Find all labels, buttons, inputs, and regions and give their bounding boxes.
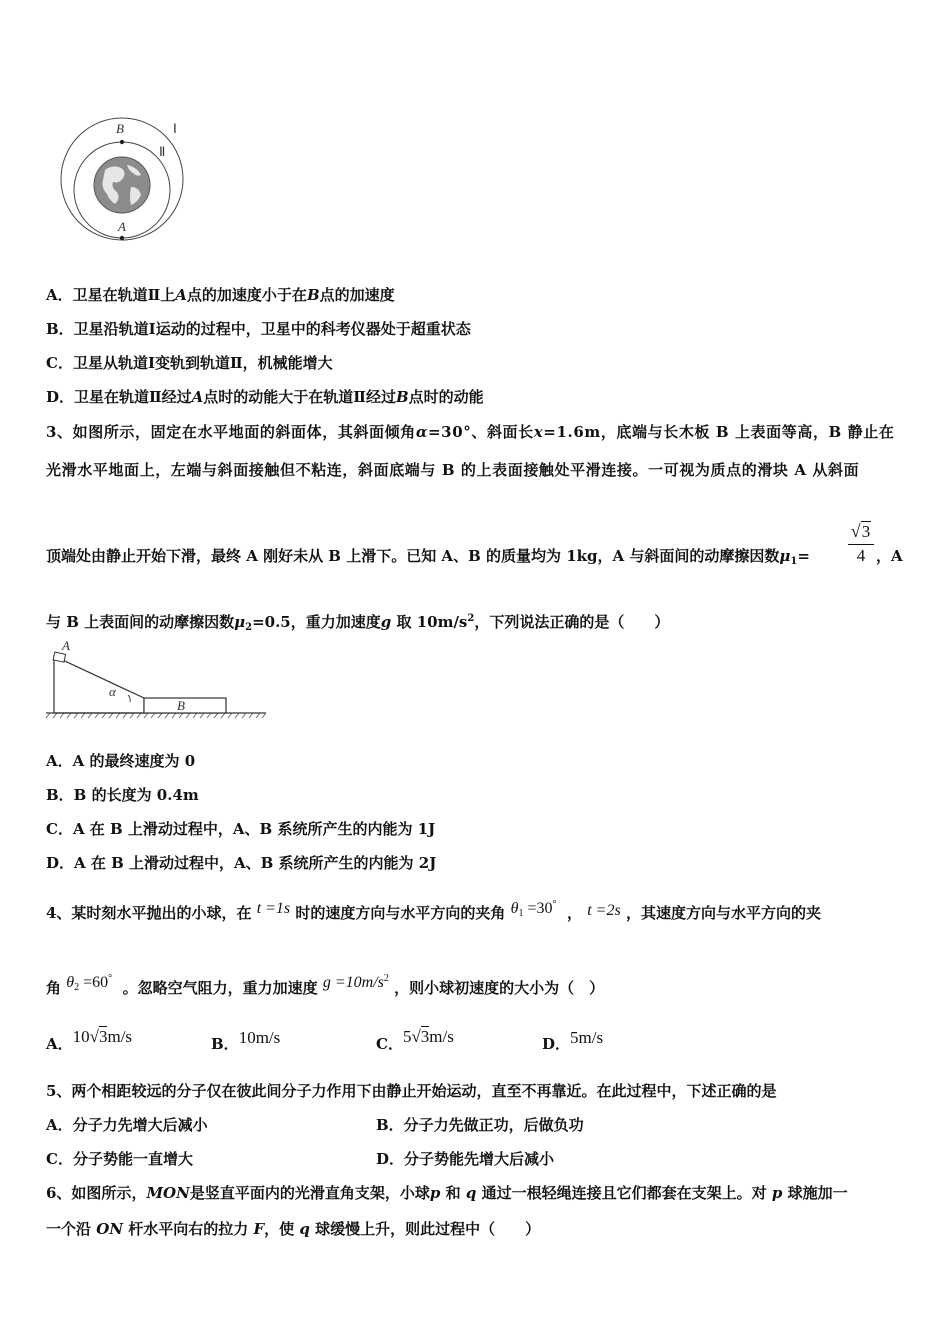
q3-option-d: D．A 在 B 上滑动过程中，A、B 系统所产生的内能为 2J	[46, 854, 437, 872]
orbit-1-label: Ⅰ	[173, 121, 177, 136]
q3-line-3-tail: ，A	[876, 547, 903, 565]
fraction-denominator: 4	[856, 546, 866, 565]
q3-line-2: 光滑水平地面上，左端与斜面接触但不粘连，斜面底端与 B 的上表面接触处平滑连接。一可视为质点的滑块 A 从斜面	[46, 461, 860, 479]
q5-option-d: D．分子势能先增大后减小	[376, 1150, 555, 1168]
q3-line-3: 顶端处由静止开始下滑，最终 A 刚好未从 B 上滑下。已知 A、B 的质量均为 1kg，A 与斜面间的动摩擦因数$\mu_1=$	[46, 547, 810, 567]
earth-icon	[94, 157, 150, 213]
q5-stem: 5、两个相距较远的分子仅在彼此间分子力作用下由静止开始运动，直至不再靠近。在此过程中，下述正确的是	[46, 1082, 777, 1100]
fraction-numerator: √3	[850, 521, 871, 541]
q3-option-b: B．B 的长度为 0.4m	[46, 786, 199, 804]
block-a	[53, 652, 65, 662]
q4-option-c: C．5√3m/s	[376, 1027, 454, 1053]
t1-expression: t =1s	[256, 900, 291, 917]
point-a-dot	[120, 236, 124, 240]
q6-line-2: 一个沿 ON 杆水平向右的拉力 F，使 q 球缓慢上升，则此过程中（ ）	[46, 1220, 541, 1238]
q3-line-1: 3、如图所示，固定在水平地面的斜面体，其斜面倾角α=30°、斜面长x=1.6m，底端与长木板 B 上表面等高，B 静止在	[46, 423, 895, 441]
board-b-label: B	[177, 698, 185, 713]
q3-option-c: C．A 在 B 上滑动过程中，A、B 系统所产生的内能为 1J	[46, 820, 436, 838]
point-b-label: B	[116, 121, 124, 136]
block-a-label: A	[62, 638, 70, 653]
theta2-expression: $\theta_2 =60^\circ$	[66, 973, 113, 993]
q2-option-b: B．卫星沿轨道Ⅰ运动的过程中，卫星中的科考仪器处于超重状态	[46, 320, 471, 338]
q4-line-1: 4、某时刻水平抛出的小球，在 t =1s 时的速度方向与水平方向的夹角 $\theta_1 =30^\circ$ ， t =2s ，其速度方向与水平方向的夹	[46, 899, 821, 922]
q4-line-2: 角 $\theta_2 =60^\circ$ 。忽略空气阻力，重力加速度 $g =10m/s^2$ ，则小球初速度的大小为（ ）	[46, 973, 605, 997]
fraction-bar	[848, 544, 874, 545]
q5-option-a: A．分子力先增大后减小	[46, 1116, 208, 1134]
mu1-fraction	[846, 520, 876, 566]
q6-line-1: 6、如图所示，MON是竖直平面内的光滑直角支架，小球p 和 q 通过一根轻绳连接且它们都套在支架上。对 p 球施加一	[46, 1184, 848, 1202]
board-b	[144, 698, 226, 713]
t2-expression: t =2s	[587, 902, 621, 919]
q2-option-d: D．卫星在轨道Ⅱ经过A点时的动能大于在轨道Ⅱ经过B点时的动能	[46, 388, 484, 406]
g-expression: $g =10m/s^2$	[322, 973, 389, 991]
incline-figure	[44, 638, 270, 720]
ground-hatch	[46, 713, 266, 718]
q4-option-d: D．5m/s	[542, 1028, 604, 1053]
angle-arc	[128, 695, 130, 702]
q4-option-b: B．10m/s	[211, 1028, 281, 1053]
orbit-figure	[55, 115, 195, 245]
q2-option-c: C．卫星从轨道Ⅰ变轨到轨道Ⅱ，机械能增大	[46, 354, 333, 372]
orbit-2-label: Ⅱ	[159, 144, 166, 159]
q4-option-a: A．10√3m/s	[46, 1027, 133, 1053]
point-a-label: A	[118, 219, 126, 234]
q3-line-4: 与 B 上表面间的动摩擦因数$\mu_2=0.5$，重力加速度g 取 $10m/s^2$，下列说法正确的是（ ）	[46, 613, 670, 633]
alpha-label: α	[109, 684, 116, 699]
theta1-expression: $\theta_1 =30^\circ$	[510, 899, 557, 919]
q3-option-a: A．A 的最终速度为 0	[46, 752, 196, 770]
q5-option-b: B．分子力先做正功，后做负功	[376, 1116, 584, 1134]
q5-option-c: C．分子势能一直增大	[46, 1150, 193, 1168]
point-b-dot	[120, 140, 124, 144]
incline-body	[54, 656, 144, 713]
q2-option-a: A．卫星在轨道Ⅱ上A点的加速度小于在B点的加速度	[46, 286, 395, 304]
